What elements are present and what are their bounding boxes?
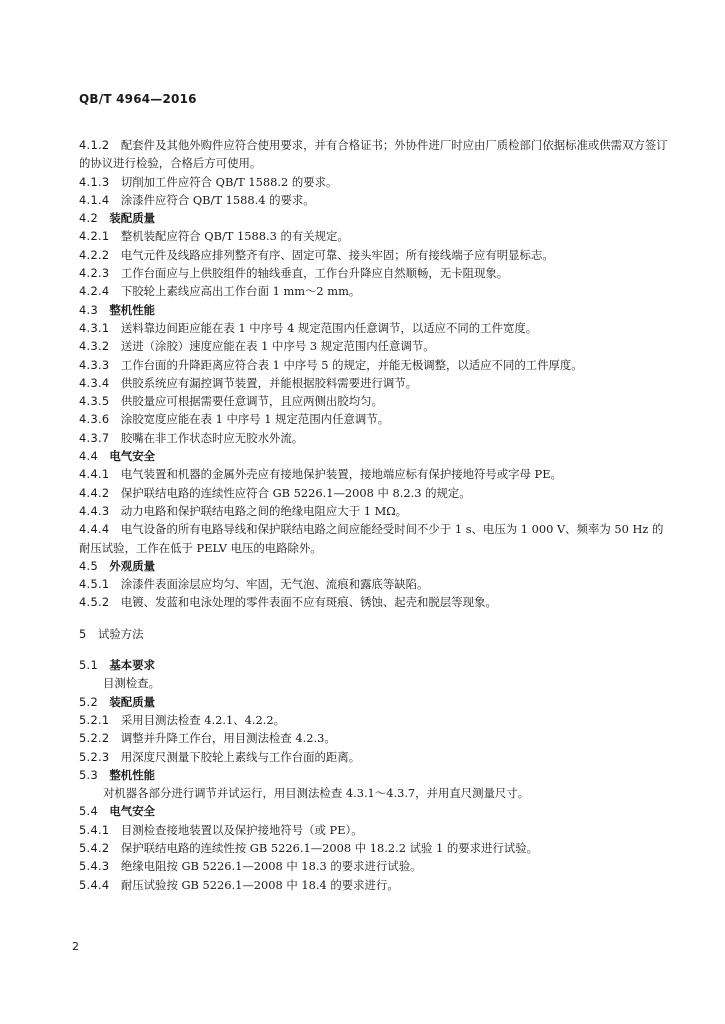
- clause-number: 4.2.4: [79, 284, 110, 299]
- line-text: 对机器各部分进行调节并试运行，用目测法检查 4.3.1～4.3.7，并用直尺测量尺寸。: [103, 786, 530, 801]
- clause-text: 电气安全: [109, 804, 155, 819]
- clause-text: 送进（涂胶）速度应能在表 1 中序号 3 规定范围内任意调节。: [120, 339, 435, 354]
- clause-text: 整机性能: [109, 302, 155, 317]
- clause-text: 工作台面应与上供胶组件的轴线垂直，工作台升降应自然顺畅，无卡阻现象。: [120, 266, 509, 281]
- clause-number: 5.2: [79, 694, 99, 709]
- clause-text: 切削加工件应符合 QB/T 1588.2 的要求。: [120, 174, 338, 189]
- document-body: [79, 136, 669, 894]
- body-paragraph: [79, 674, 669, 692]
- clause-text: 绝缘电阻按 GB 5226.1—2008 中 18.3 的要求进行试验。: [120, 859, 422, 874]
- clause-number: 5.4.4: [79, 877, 110, 892]
- clause-number: 4.2.2: [79, 247, 110, 262]
- clause-number: 5.4.2: [79, 840, 110, 855]
- clause-number: 5.4: [79, 804, 99, 819]
- clause-number: 4.4.3: [79, 503, 110, 518]
- clause-line: [79, 748, 669, 766]
- body-paragraph: [79, 784, 669, 802]
- clause-line: [79, 392, 669, 410]
- clause-number: 4.4: [79, 449, 99, 464]
- clause-number: 4.3.7: [79, 430, 110, 445]
- clause-number: 4.1.2: [79, 138, 110, 152]
- clause-number: 4.4.2: [79, 485, 110, 500]
- clause-number: 5.2.1: [79, 712, 110, 727]
- clause-text: 供胶量应可根据需要任意调节，且应两侧出胶均匀。: [120, 394, 383, 409]
- clause-line: [79, 857, 669, 875]
- clause-number: 4.3.6: [79, 412, 110, 427]
- clause-number: 4.2.3: [79, 266, 110, 281]
- section-heading: [79, 802, 669, 820]
- clause-line: [79, 191, 669, 209]
- section-gap: [79, 612, 669, 625]
- clause-number: 5.4.3: [79, 859, 110, 874]
- clause-text: 电气设备的所有电路导线和保护联结电路之间应能经受时间不少于 1 s、电压为 1 000 V、频率为 50 Hz 的耐压试验，工作在低于 PELV 电压的电路除外。: [79, 522, 664, 555]
- clause-number: 5: [79, 626, 87, 641]
- clause-text: 整机装配应符合 QB/T 1588.3 的有关规定。: [120, 229, 349, 244]
- clause-number: 5.1: [79, 658, 99, 673]
- clause-number: 4.2.1: [79, 229, 110, 244]
- clause-text: 涂漆件表面涂层应均匀、牢固，无气泡、流痕和露底等缺陷。: [120, 577, 429, 592]
- clause-text: 动力电路和保护联结电路之间的绝缘电阻应大于 1 MΩ。: [120, 503, 408, 518]
- clause-text: 外观质量: [109, 558, 155, 573]
- clause-text: 试验方法: [97, 626, 144, 641]
- clause-number: 4.5.2: [79, 595, 110, 610]
- clause-text: 电镀、发蓝和电泳处理的零件表面不应有斑痕、锈蚀、起壳和脱层等现象。: [120, 595, 497, 610]
- clause-text: 配套件及其他外购件应符合使用要求，并有合格证书；外协件进厂时应由厂质检部门依据标准或供需双方签订的协议进行检验，合格后方可使用。: [79, 138, 668, 171]
- clause-line: [79, 575, 669, 593]
- clause-number: 5.2.2: [79, 731, 110, 746]
- page-number: 2: [72, 940, 79, 953]
- clause-line: [79, 465, 669, 483]
- clause-number: 4.3.4: [79, 375, 110, 390]
- clause-line: [79, 374, 669, 392]
- clause-text: 采用目测法检查 4.2.1、4.2.2。: [120, 712, 285, 727]
- document-header: QB/T 4964—2016: [79, 92, 197, 106]
- clause-line: [79, 484, 669, 502]
- clause-text: 整机性能: [109, 767, 155, 782]
- clause-text: 耐压试验按 GB 5226.1—2008 中 18.4 的要求进行。: [120, 877, 399, 892]
- clause-line: [79, 821, 669, 839]
- clause-number: 4.3.3: [79, 357, 110, 372]
- section-heading: [79, 301, 669, 319]
- clause-number: 5.4.1: [79, 822, 110, 837]
- section-gap: [79, 643, 669, 656]
- clause-text: 保护联结电路的连续性按 GB 5226.1—2008 中 18.2.2 试验 1 的要求进行试验。: [120, 840, 538, 855]
- section-heading: [79, 557, 669, 575]
- clause-number: 4.3.5: [79, 394, 110, 409]
- clause-text: 涂胶宽度应能在表 1 中序号 1 规定范围内任意调节。: [120, 412, 390, 427]
- clause-text: 涂漆件应符合 QB/T 1588.4 的要求。: [120, 192, 315, 207]
- section-heading: [79, 656, 669, 674]
- clause-line: [79, 173, 669, 191]
- clause-line: [79, 593, 669, 611]
- clause-line: [79, 729, 669, 747]
- clause-number: 5.2.3: [79, 749, 110, 764]
- clause-text: 装配质量: [109, 211, 155, 226]
- clause-line: [79, 520, 669, 557]
- clause-number: 4.1.3: [79, 174, 110, 189]
- section-heading: [79, 693, 669, 711]
- section-heading: [79, 447, 669, 465]
- clause-number: 4.4.4: [79, 522, 110, 537]
- clause-number: 4.5.1: [79, 577, 110, 592]
- line-text: 目测检查。: [103, 676, 160, 691]
- clause-text: 装配质量: [109, 694, 155, 709]
- section-heading: [79, 209, 669, 227]
- clause-text: 目测检查接地装置以及保护接地符号（或 PE）。: [120, 822, 363, 837]
- clause-number: 4.3: [79, 302, 99, 317]
- section-heading: [79, 766, 669, 784]
- clause-line: [79, 711, 669, 729]
- clause-line: [79, 356, 669, 374]
- clause-number: 5.3: [79, 767, 99, 782]
- clause-number: 4.1.4: [79, 192, 110, 207]
- clause-line: [79, 337, 669, 355]
- clause-line: [79, 429, 669, 447]
- clause-text: 下胶轮上素线应高出工作台面 1 mm～2 mm。: [120, 284, 361, 299]
- clause-number: 4.5: [79, 558, 99, 573]
- clause-line: [79, 246, 669, 264]
- clause-number: 4.2: [79, 211, 99, 226]
- clause-text: 工作台面的升降距离应符合表 1 中序号 5 的规定，并能无极调整，以适应不同的工件厚度。: [120, 357, 583, 372]
- clause-text: 电气安全: [109, 449, 155, 464]
- clause-line: [79, 876, 669, 894]
- clause-line: [79, 502, 669, 520]
- clause-text: 保护联结电路的连续性应符合 GB 5226.1—2008 中 8.2.3 的规定。: [120, 485, 471, 500]
- clause-text: 胶嘴在非工作状态时应无胶水外流。: [120, 430, 304, 445]
- clause-line: [79, 264, 669, 282]
- clause-text: 供胶系统应有漏控调节装置，并能根据胶料需要进行调节。: [120, 375, 418, 390]
- clause-text: 基本要求: [109, 658, 155, 673]
- clause-line: [79, 410, 669, 428]
- clause-number: 4.4.1: [79, 467, 110, 482]
- clause-line: [79, 839, 669, 857]
- clause-text: 送料靠边间距应能在表 1 中序号 4 规定范围内任意调节，以适应不同的工件宽度。: [120, 320, 538, 335]
- clause-number: 4.3.1: [79, 320, 110, 335]
- clause-line: [79, 227, 669, 245]
- clause-number: 4.3.2: [79, 339, 110, 354]
- clause-text: 调整并升降工作台，用目测法检查 4.2.3。: [120, 731, 336, 746]
- clause-text: 用深度尺测量下胶轮上素线与工作台面的距离。: [120, 749, 361, 764]
- clause-line: [79, 136, 669, 173]
- clause-text: 电气装置和机器的金属外壳应有接地保护装置，接地端应标有保护接地符号或字母 PE。: [120, 467, 562, 482]
- clause-line: [79, 319, 669, 337]
- clause-line: [79, 625, 669, 643]
- clause-text: 电气元件及线路应排列整齐有序、固定可靠、接头牢固；所有接线端子应有明显标志。: [120, 247, 554, 262]
- clause-line: [79, 282, 669, 300]
